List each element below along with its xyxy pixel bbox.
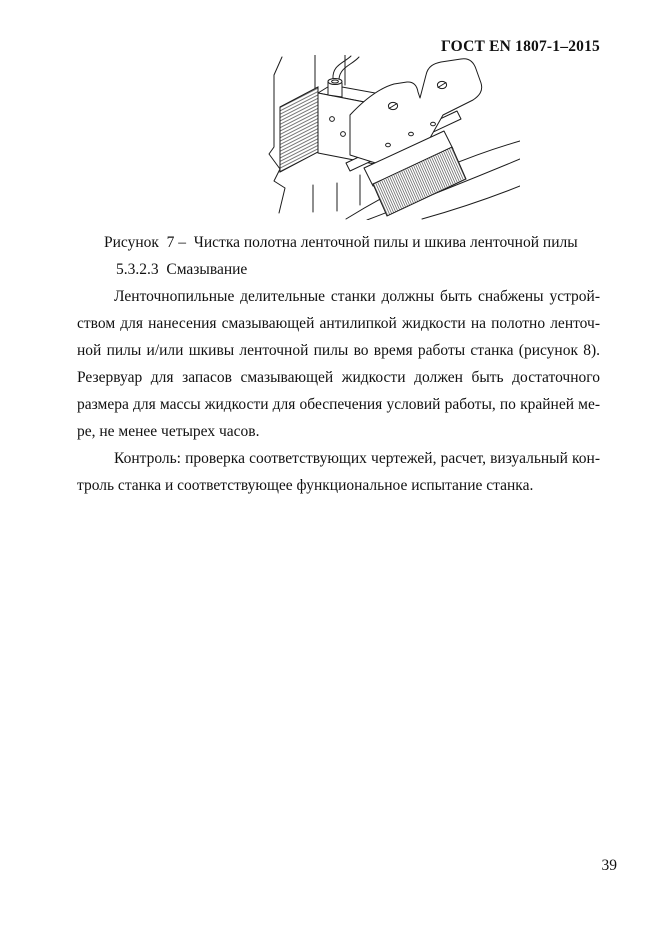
body-line: Ленточнопильные делительные станки должны быть снабжены устрой- <box>114 288 600 305</box>
figure-7-drawing <box>230 55 520 220</box>
body-line: ре, не менее четырех часов. <box>77 423 260 440</box>
body-line: Резервуар для запасов смазывающей жидкости должен быть достаточного <box>77 369 600 386</box>
paragraph-lubrication <box>77 283 600 445</box>
body-line: ством для нанесения смазывающей антилипкой жидкости на полотно ленточ- <box>77 315 600 332</box>
body-line: ной пилы и/или шкивы ленточной пилы во время работы станка (рисунок 8). <box>77 342 600 359</box>
band-saw-cleaning-brushes-illustration <box>230 55 520 220</box>
paragraph-control <box>77 445 600 499</box>
doc-designation: ГОСТ EN 1807-1–2015 <box>441 38 600 55</box>
body-line: Контроль: проверка соответствующих чертежей, расчет, визуальный кон- <box>114 450 600 467</box>
page-body <box>77 229 600 499</box>
body-line: размера для массы жидкости для обеспечения условий работы, по крайней ме- <box>77 396 600 413</box>
page-number: 39 <box>601 857 617 874</box>
section-heading-5-3-2-3: 5.3.2.3 Смазывание <box>116 261 248 278</box>
body-line: троль станка и соответствующее функциональное испытание станка. <box>77 477 534 494</box>
figure-7-caption: Рисунок 7 – Чистка полотна ленточной пилы и шкива ленточной пилы <box>104 234 578 251</box>
